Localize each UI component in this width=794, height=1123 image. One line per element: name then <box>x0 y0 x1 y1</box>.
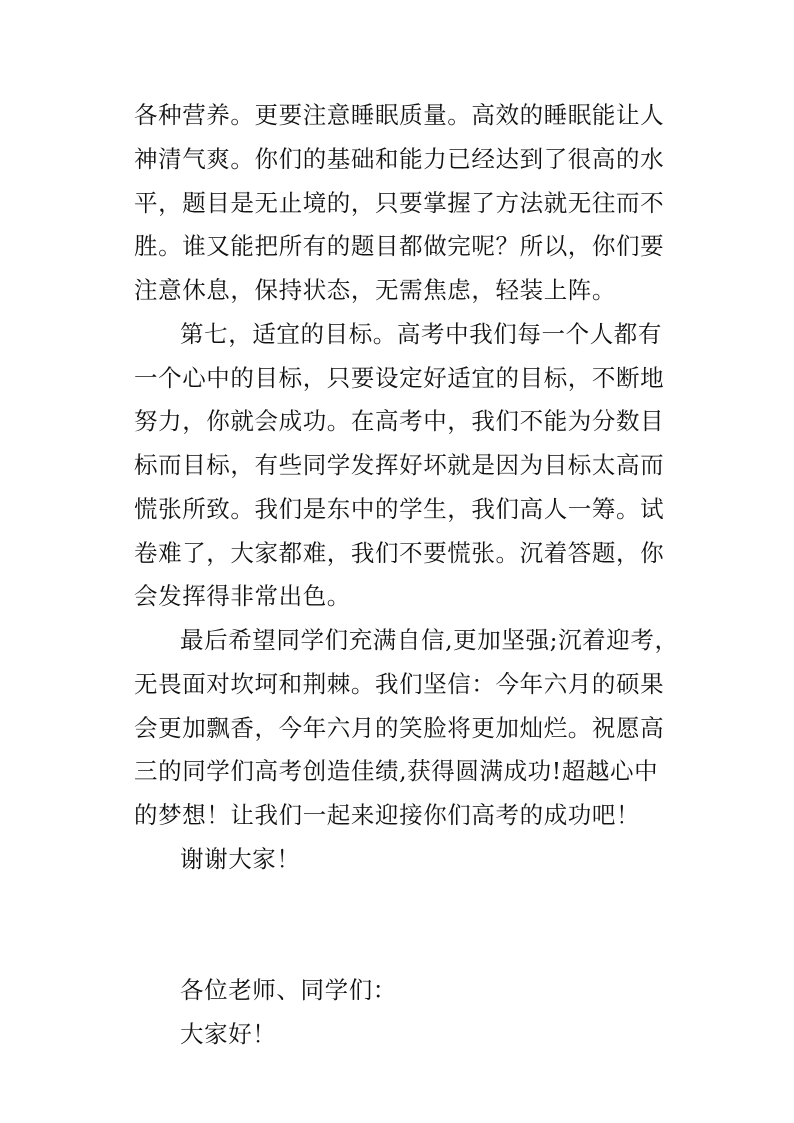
text-line: 会更加飘香，今年六月的笑脸将更加灿烂。祝愿高 <box>134 714 665 742</box>
text-line: 努力，你就会成功。在高考中，我们不能为分数目 <box>134 407 665 435</box>
paragraph-first-line: 最后希望同学们充满自信,更加坚强;沉着迎考， <box>180 626 679 654</box>
paragraph-first-line: 第七，适宜的目标。高考中我们每一个人都有 <box>180 320 662 348</box>
text-line: 慌张所致。我们是东中的学生，我们高人一筹。试 <box>134 495 665 523</box>
text-line: 卷难了，大家都难，我们不要慌张。沉着答题，你 <box>134 539 665 567</box>
greeting-line: 各位老师、同学们： <box>180 976 397 1004</box>
text-line: 胜。谁又能把所有的题目都做完呢？所以，你们要 <box>134 232 665 260</box>
text-line: 会发挥得非常出色。 <box>134 582 351 610</box>
text-line: 注意休息，保持状态，无需焦虑，轻装上阵。 <box>134 276 616 304</box>
text-line: 平，题目是无止境的，只要掌握了方法就无往而不 <box>134 189 665 217</box>
greeting-line: 大家好！ <box>180 1020 277 1048</box>
text-line: 的梦想！让我们一起来迎接你们高考的成功吧！ <box>134 801 641 829</box>
text-line: 一个心中的目标，只要设定好适宜的目标，不断地 <box>134 364 665 392</box>
closing-line: 谢谢大家！ <box>180 845 301 873</box>
text-line: 无畏面对坎坷和荆棘。我们坚信：今年六月的硕果 <box>134 670 665 698</box>
text-line: 三的同学们高考创造佳绩,获得圆满成功!超越心中 <box>134 757 659 785</box>
text-line: 各种营养。更要注意睡眠质量。高效的睡眠能让人 <box>134 101 665 129</box>
text-line: 神清气爽。你们的基础和能力已经达到了很高的水 <box>134 145 665 173</box>
text-line: 标而目标，有些同学发挥好坏就是因为目标太高而 <box>134 451 665 479</box>
